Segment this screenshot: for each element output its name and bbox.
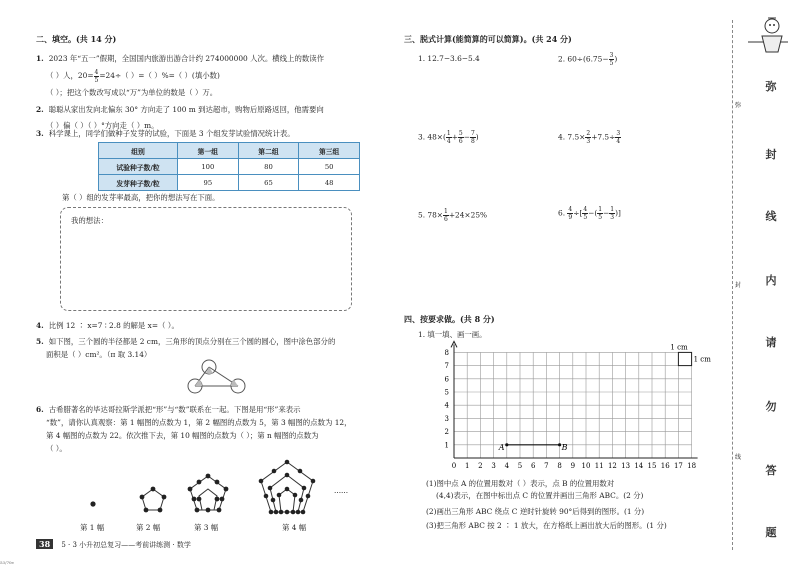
x-tick-label: 15 [647, 462, 657, 470]
x-tick-label: 10 [581, 462, 591, 470]
x-tick-label: 2 [478, 462, 483, 470]
point-b-label: B [561, 442, 568, 452]
table-row: 发芽种子数/粒 95 65 48 [99, 175, 360, 191]
book-title: 5 · 3 小升初总复习——考前讲练测 · 数学 [61, 541, 191, 549]
figure-label-2: 第 2 幅 [136, 523, 161, 532]
margin-char-8: 题 [765, 526, 777, 539]
task-intro: 1. 填一填、画一画。 [418, 330, 487, 339]
question-2: 2. 聪聪从家出发向北偏东 30° 方向走了 100 m 到达超市，购物后原路返回，他需要向 （ ）偏（ ）（ ）°方向走（ ）m。 [36, 102, 324, 134]
x-tick-label: 13 [621, 462, 631, 470]
margin-char-5: 请 [765, 336, 777, 349]
q1-line2b: =24÷（ ）=（ ）%=（ ）(填小数) [99, 71, 220, 80]
x-tick-label: 7 [544, 462, 549, 470]
y-tick-label: 7 [444, 362, 449, 371]
x-tick-label: 8 [557, 462, 562, 470]
y-tick-label: 4 [444, 401, 449, 410]
x-tick-label: 3 [491, 462, 496, 470]
x-tick-label: 4 [504, 462, 510, 470]
question-5: 5. 如下图，三个圆的半径都是 2 cm，三角形的顶点分别在三个圆的圆心，图中涂色部分的 面积是（ ）cm²。（π 取 3.14） [36, 337, 336, 359]
table-header: 第三组 [299, 143, 360, 159]
q1-line1: 2023 年“五一”假期，全国国内旅游出游合计约 274000000 人次。横线上的数读作 [48, 54, 325, 63]
problem-5: 5. 78× $\frac{1}{6}$ +24×25% [418, 208, 488, 223]
q1-number: 1. [36, 54, 44, 63]
section-4-title: 四、按要求做。(共 8 分) [404, 314, 495, 324]
x-tick-label: 11 [594, 462, 604, 470]
question-3: 3. 科学课上，同学们做种子发芽的试验，下面是 3 个组发芽试验情况统计表。 [36, 129, 295, 138]
table-header: 第二组 [238, 143, 299, 159]
q5-line1: 如下图，三个圆的半径都是 2 cm，三角形的顶点分别在三个圆的圆心，图中涂色部分的 [48, 337, 336, 346]
q2-line1: 聪聪从家出发向北偏东 30° 方向走了 100 m 到达超市，购物后原路返回，他需要向 [48, 105, 324, 114]
x-tick-label: 6 [530, 462, 536, 470]
question-4: 4. 比例 12 ∶ x=7 ∶ 2.8 的解是 x=（ ）。 [36, 321, 179, 330]
task-1 [426, 478, 643, 502]
page-number: 38 [36, 539, 53, 549]
problem-4: 4. 7.5× $\frac{2}{3}$ +7.5÷ $\frac{3}{4}$ [558, 130, 621, 145]
q3-line1: 科学课上，同学们做种子发芽的试验，下面是 3 个组发芽试验情况统计表。 [48, 129, 295, 138]
y-tick-label: 2 [444, 428, 449, 437]
scale-square [678, 352, 691, 365]
margin-small-3: 线 [735, 454, 742, 461]
q1-line3: （ ）；把这个数改写成以“万”为单位的数是（ ）万。 [46, 88, 218, 97]
section-3-title: 三、脱式计算(能简算的可以简算)。(共 24 分) [404, 34, 572, 44]
problem-6: 6. $\frac{4}{9}$ ÷[ $\frac{4}{5}$ −( $\frac{1}{5}$ − $\frac{1}{3}$ )] [558, 206, 621, 221]
margin-char-6: 勿 [765, 400, 777, 413]
problem-1: 1. 12.7−3.6−5.4 [418, 54, 480, 63]
x-tick-label: 1 [464, 462, 470, 470]
y-tick-label: 5 [444, 388, 449, 397]
section-2-title: 二、填空。(共 14 分) [36, 34, 117, 44]
x-tick-label: 12 [607, 462, 617, 470]
q6-line2: “数”，请你认真观察：第 1 幅图的点数为 1，第 2 幅图的点数为 5，第 3 幅图的点数为 12， [46, 418, 352, 427]
idea-label: 我的想法： [71, 216, 108, 225]
q6-line4: （ ）。 [46, 444, 67, 453]
x-tick-label: 17 [673, 462, 683, 470]
figure-label-3: 第 3 幅 [194, 523, 219, 532]
figure-4 [259, 460, 316, 515]
cartoon-icon [748, 12, 790, 58]
x-tick-label: 18 [687, 462, 697, 470]
x-tick-label: 5 [517, 462, 523, 470]
x-tick-label: 0 [451, 462, 457, 470]
scale-label-side: 1 cm [693, 355, 711, 364]
q2-line2: （ ）偏（ ）（ ）°方向走（ ）m。 [46, 121, 159, 130]
task-3: (3)把三角形 ABC 按 2 ∶ 1 放大，在方格纸上画出放大后的图形。(1 分) [426, 521, 667, 530]
seal-line [732, 20, 734, 550]
y-tick-label: 6 [444, 375, 449, 384]
margin-char-1: 弥 [765, 80, 777, 93]
figure-1-dot [90, 501, 95, 506]
question-6: 6. 古希腊著名的毕达哥拉斯学派把“形”与“数”联系在一起。下图是用“形”来表示 “数”，请你认真观察：第 1 幅图的点数为 1，第 2 幅图的点数为 5，第 3 幅图的点数为 12， 第 4 幅图的点数为 22。依次推下去，第 10 幅图的点数为（ ）；第 n 幅图的点数为 （ ）。 [36, 405, 352, 453]
coordinate-grid[interactable] [436, 338, 720, 474]
y-tick-label: 8 [444, 348, 449, 357]
q6-line1: 古希腊著名的毕达哥拉斯学派把“形”与“数”联系在一起。下图是用“形”来表示 [48, 405, 301, 414]
margin-small-1: 弥 [735, 102, 742, 109]
q1-line2: （ ）人，20= [46, 71, 94, 80]
point-a [505, 443, 508, 446]
figure-label-4: 第 4 幅 [282, 523, 307, 532]
idea-box[interactable] [60, 207, 352, 311]
margin-char-4: 内 [765, 274, 777, 287]
task-1-line1: (1)图中点 A 的位置用数对（ ）表示，点 B 的位置用数对 [426, 479, 615, 488]
scale-label-top: 1 cm [670, 343, 688, 352]
problem-3: 3. 48×( $\frac{1}{4}$ + $\frac{5}{6}$ − $\frac{7}{8}$ ) [418, 130, 479, 145]
margin-char-7: 答 [765, 464, 777, 477]
problem-2: 2. 60÷(6.75− $\frac{3}{5}$ ) [558, 52, 618, 67]
x-tick-label: 16 [660, 462, 670, 470]
q6-line3: 第 4 幅图的点数为 22。依次推下去，第 10 幅图的点数为（ ）；第 n 幅图的点数为 [46, 431, 319, 440]
figure-2 [140, 487, 167, 513]
question-1 [36, 50, 324, 101]
table-row: 试验种子数/粒 100 80 50 [99, 159, 360, 175]
q4-text: 比例 12 ∶ x=7 ∶ 2.8 的解是 x=（ ）。 [48, 321, 179, 330]
figure-label-1: 第 1 幅 [80, 523, 105, 532]
pentagon-figures [80, 458, 370, 518]
figure-3 [188, 474, 229, 513]
point-a-label: A [498, 442, 505, 452]
margin-small-2: 封 [735, 282, 742, 289]
margin-char-3: 线 [765, 210, 777, 223]
margin-char-2: 封 [765, 148, 777, 161]
task-1-line2: (4,4)表示，在图中标出点 C 的位置并画出三角形 ABC。(2 分) [436, 491, 644, 500]
page-footer [36, 539, 191, 550]
table-header: 第一组 [178, 143, 239, 159]
three-circles-figure [186, 358, 248, 398]
figure-ellipsis: ······ [334, 488, 349, 497]
corner-code: 53/70e [0, 560, 14, 565]
y-tick-label: 1 [444, 441, 449, 450]
x-tick-label: 9 [570, 462, 576, 470]
table-header: 组别 [99, 143, 178, 159]
x-tick-label: 14 [634, 462, 644, 470]
y-tick-label: 3 [444, 414, 449, 423]
q1-fraction: $\frac{4}{5}$ [94, 68, 99, 84]
q5-line2: 面积是（ ）cm²。（π 取 3.14） [46, 350, 152, 359]
task-2: (2)画出三角形 ABC 绕点 C 逆时针旋转 90°后得到的图形。(1 分) [426, 507, 645, 516]
q3-after: 第（ ）组的发芽率最高，把你的想法写在下面。 [62, 193, 220, 202]
seed-table [98, 142, 360, 191]
